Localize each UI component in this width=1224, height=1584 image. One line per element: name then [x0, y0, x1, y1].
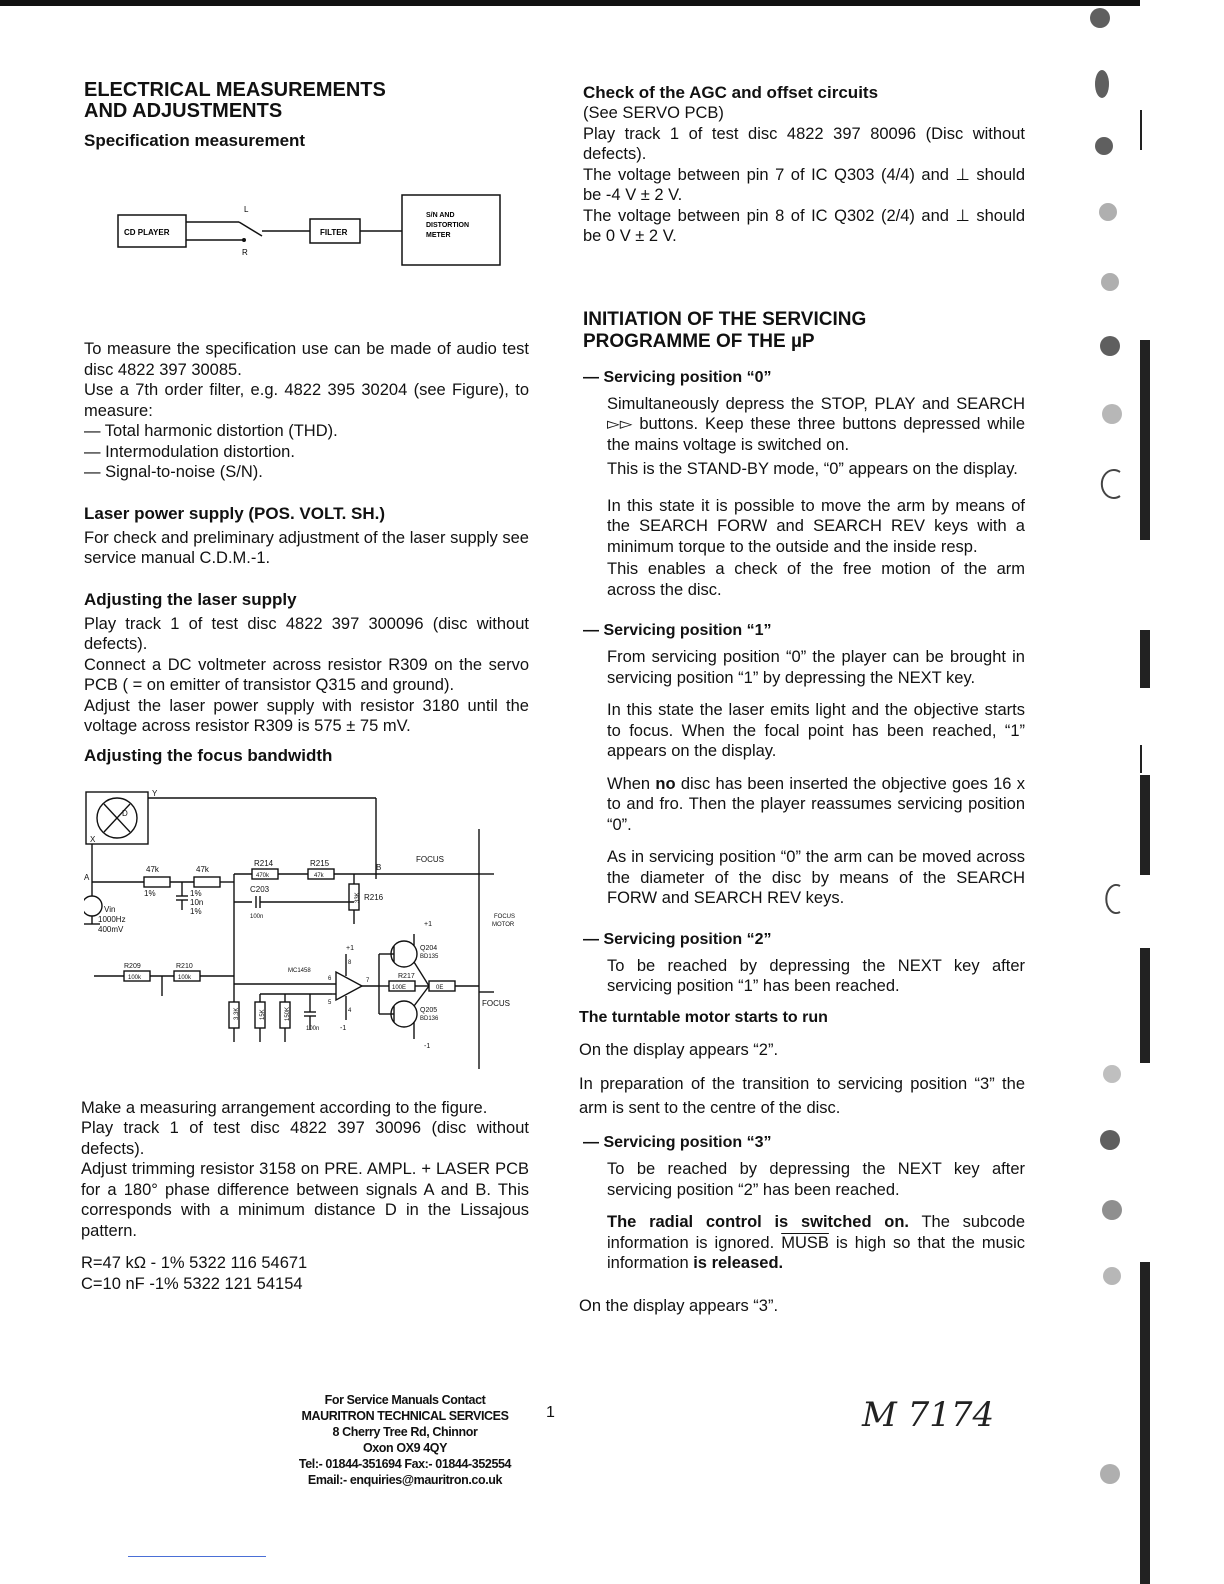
- dg-plus1: +1: [424, 920, 432, 928]
- dg-r47k-2: 47k: [196, 864, 209, 874]
- meter-line-1: S/N AND: [426, 212, 455, 219]
- dg-minus1: -1: [340, 1024, 347, 1032]
- measure-paragraph-3: Adjust trimming resistor 3158 on PRE. AMPL. + LASER PCB for a 180° phase difference between signals A and B. This corresponds with a minimum distance D in the Lissajous pattern.: [81, 1160, 529, 1240]
- edge-blot: [1095, 137, 1113, 155]
- dg-r217v: 100E: [392, 984, 407, 991]
- spec-paragraph-2: Use a 7th order filter, e.g. 4822 395 30204 (see Figure), to measure:: [84, 381, 529, 420]
- agc-paragraph-1: (See SERVO PCB): [583, 104, 724, 122]
- left-column: [81, 79, 529, 1294]
- dg-pin4: 4: [348, 1007, 352, 1014]
- edge-blot: [1103, 1065, 1121, 1083]
- dg-focus-bottom: FOCUS: [482, 998, 510, 1008]
- edge-blot: [1100, 1464, 1120, 1484]
- dg-vin: Vin: [104, 904, 116, 914]
- edge-bar: [1140, 630, 1150, 688]
- scan-edge-marks: [1060, 0, 1224, 1584]
- display-2-line: On the display appears “2”.: [579, 1040, 779, 1059]
- dg-c100n-2: 100n: [306, 1025, 320, 1032]
- dg-minus1b: -1: [424, 1042, 431, 1050]
- init-heading-line-2: PROGRAMME OF THE µP: [583, 330, 815, 352]
- spec-item: — Signal-to-noise (S/N).: [84, 463, 263, 481]
- edge-blot: [1101, 273, 1119, 291]
- dg-pct2: 1%: [190, 888, 202, 898]
- pos0-paragraph-4: This enables a check of the free motion of the arm across the disc.: [607, 560, 1025, 599]
- pos1-paragraph-4: As in servicing position “0” the arm can be moved across the diameter of the disc by means of the SEARCH FORW and SEARCH REV keys.: [607, 848, 1025, 907]
- title-line-2: AND ADJUSTMENTS: [84, 100, 283, 122]
- dg-r215v: 47k: [314, 872, 324, 879]
- r-label: R: [242, 248, 248, 257]
- dg-r33k: 3.3K: [234, 1007, 240, 1020]
- laser-heading: Laser power supply (POS. VOLT. SH.): [84, 503, 386, 523]
- footer-line-6: Email:- enquiries@mauritron.co.uk: [307, 1473, 503, 1487]
- dg-mv: 400mV: [98, 924, 124, 934]
- dg-b: B: [376, 862, 382, 872]
- adj-laser-paragraph-3: Adjust the laser power supply with resistor 3180 until the voltage across resistor R309 is 575 ± 75 mV.: [84, 696, 529, 735]
- edge-blot: [1099, 203, 1117, 221]
- musb-signal: MUSB: [781, 1233, 829, 1252]
- dg-r209v: 100k: [128, 974, 142, 981]
- edge-blot: [1100, 1130, 1120, 1150]
- dg-focus-motor-2: MOTOR: [492, 921, 515, 928]
- top-border-line: [0, 0, 1140, 6]
- edge-ring: [1102, 470, 1120, 498]
- edge-bar: [1140, 340, 1150, 540]
- dg-pin6: 6: [328, 975, 332, 982]
- agc-paragraph-2: Play track 1 of test disc 4822 397 80096 (Disc without defects).: [583, 124, 1025, 163]
- dg-r214: R214: [254, 858, 274, 868]
- focus-circuit-diagram: [84, 784, 529, 1074]
- dg-q204: Q204: [420, 944, 438, 952]
- dg-focus-motor-1: FOCUS: [494, 913, 515, 920]
- edge-bar: [1140, 948, 1150, 1063]
- agc-paragraph-3: The voltage between pin 7 of IC Q303 (4/4) and ⊥ should be -4 V ± 2 V.: [583, 165, 1025, 204]
- edge-blot: [1103, 1267, 1121, 1285]
- dg-r215: R215: [310, 858, 330, 868]
- dg-freq: 1000Hz: [98, 914, 126, 924]
- spec-item: — Total harmonic distortion (THD).: [84, 422, 338, 440]
- edge-line: [1140, 745, 1142, 773]
- dg-r150k: 150K: [285, 1006, 291, 1021]
- footer-line-4: Oxon OX9 4QY: [362, 1441, 448, 1455]
- page-number: 1: [546, 1404, 555, 1421]
- pos2-heading: — Servicing position “2”: [583, 930, 772, 948]
- l-label: L: [244, 205, 249, 214]
- dg-x: X: [90, 834, 96, 844]
- dg-r210: R210: [176, 962, 193, 970]
- dg-r214v: 470k: [256, 872, 270, 879]
- dg-pct1: 1%: [144, 888, 156, 898]
- pos1-paragraph-2: In this state the laser emits light and the objective starts to focus. When the focal point has been reached, “1” appears on the display.: [607, 701, 1025, 760]
- dg-r216: R216: [364, 892, 384, 902]
- meter-line-3: METER: [426, 232, 451, 239]
- display-3-line: On the display appears “3”.: [579, 1296, 779, 1315]
- title-line-1: ELECTRICAL MEASUREMENTS: [84, 79, 386, 101]
- pos3-p2-bold-d: is released.: [693, 1254, 784, 1272]
- init-heading: [583, 309, 1025, 353]
- pos3-paragraph-2: [607, 1212, 1025, 1274]
- measure-paragraph-1: Make a measuring arrangement according to the figure.: [81, 1098, 488, 1117]
- spec-block-diagram: [84, 177, 524, 297]
- cd-player-label: CD PLAYER: [124, 228, 170, 237]
- dg-q205: Q205: [420, 1006, 438, 1014]
- spec-heading: Specification measurement: [84, 131, 306, 150]
- adj-laser-paragraph-2: Connect a DC voltmeter across resistor R309 on the servo PCB ( = on emitter of transistor Q315 and ground).: [84, 655, 529, 694]
- dg-pct3: 1%: [190, 906, 202, 916]
- adj-laser-heading: Adjusting the laser supply: [84, 589, 297, 609]
- pos2-paragraph-1: To be reached by depressing the NEXT key after servicing position “1” has been reached.: [607, 956, 1025, 995]
- pos1-paragraph-3: [607, 774, 1025, 836]
- agc-paragraph-4: The voltage between pin 8 of IC Q302 (2/4) and ⊥ should be 0 V ± 2 V.: [583, 206, 1025, 245]
- spec-paragraph-1: To measure the specification use can be made of audio test disc 4822 397 30085.: [84, 340, 529, 379]
- pos1-p3-c: disc has been inserted the objective goes 16 x to and fro. Then the player reassumes servicing position “0”.: [607, 774, 1026, 834]
- turntable-heading: The turntable motor starts to run: [579, 1008, 828, 1026]
- edge-blot: [1090, 8, 1110, 28]
- pos0-heading: — Servicing position “0”: [583, 368, 772, 386]
- dg-a: A: [84, 872, 90, 882]
- adj-laser-paragraph-1: Play track 1 of test disc 4822 397 300096 (disc without defects).: [84, 614, 529, 653]
- meter-line-2: DISTORTION: [426, 222, 470, 229]
- pos1-paragraph-1: From servicing position “0” the player can be brought in servicing position “1” by depressing the NEXT key.: [607, 648, 1025, 687]
- dg-r0e: 0E: [436, 984, 444, 991]
- pos0-paragraph-1: Simultaneously depress the STOP, PLAY and SEARCH ▻▻ buttons. Keep these three buttons depressed while the mains voltage is switched on.: [607, 394, 1025, 454]
- edge-blot: [1102, 404, 1122, 424]
- dg-r15k: 15K: [260, 1008, 266, 1020]
- edge-ring: [1106, 885, 1120, 913]
- dg-r210v: 100k: [178, 974, 192, 981]
- blue-rule: [128, 1556, 266, 1557]
- dg-c203: C203: [250, 884, 270, 894]
- dg-pin7: 7: [366, 977, 370, 984]
- parts-line-2: C=10 nF -1% 5322 121 54154: [81, 1274, 303, 1293]
- footer-line-5: Tel:- 01844-351694 Fax:- 01844-352554: [298, 1457, 512, 1471]
- dg-mc1458: MC1458: [288, 967, 311, 974]
- pos0-paragraph-3: In this state it is possible to move the arm by means of the SEARCH FORW and SEARCH REV keys with a minimum torque to the outside and the inside resp.: [607, 496, 1025, 556]
- spec-item: — Intermodulation distortion.: [84, 442, 295, 461]
- dg-r47k-1: 47k: [146, 864, 159, 874]
- footer-line-2: MAURITRON TECHNICAL SERVICES: [301, 1409, 509, 1423]
- edge-blot: [1102, 1200, 1122, 1220]
- dg-d: D: [122, 808, 128, 818]
- pos3-heading: — Servicing position “3”: [583, 1134, 772, 1151]
- edge-blot: [1095, 70, 1109, 98]
- pos3-p2-c: is high so that the music information: [607, 1233, 1026, 1272]
- filter-label: FILTER: [320, 228, 348, 237]
- service-contact-footer: [240, 1392, 570, 1488]
- edge-bar: [1140, 1262, 1150, 1584]
- pos1-heading: — Servicing position “1”: [583, 622, 772, 639]
- pos1-p3-bold: no: [655, 774, 676, 793]
- dg-r216v: 33K: [355, 891, 361, 903]
- agc-heading: Check of the AGC and offset circuits: [583, 83, 879, 102]
- parts-line-1: R=47 kΩ - 1% 5322 116 54671: [81, 1254, 308, 1272]
- dg-c100n: 100n: [250, 913, 264, 920]
- dg-bd135: BD135: [420, 953, 439, 960]
- edge-bar: [1140, 775, 1150, 875]
- pos3-p2-bold-a: The radial control is switched on.: [607, 1213, 910, 1231]
- pos3-paragraph-1: To be reached by depressing the NEXT key after servicing position “2” has been reached.: [607, 1160, 1025, 1199]
- dg-bd136: BD136: [420, 1015, 439, 1022]
- footer-line-1: For Service Manuals Contact: [324, 1393, 486, 1407]
- pos1-p3-a: When: [607, 774, 656, 793]
- dg-r217: R217: [398, 972, 415, 980]
- focus-heading: Adjusting the focus bandwidth: [84, 745, 333, 765]
- dg-focus-top: FOCUS: [416, 854, 444, 864]
- dg-r209: R209: [124, 962, 141, 970]
- pos3-p2-b: The subcode information is ignored.: [607, 1213, 1026, 1252]
- dg-y: Y: [152, 788, 158, 798]
- edge-line: [1140, 110, 1142, 150]
- dg-plus1b: +1: [346, 944, 354, 952]
- right-column: [579, 80, 1026, 1316]
- footer-line-3: 8 Cherry Tree Rd, Chinnor: [332, 1425, 478, 1439]
- init-heading-line-1: INITIATION OF THE SERVICING: [583, 308, 867, 330]
- section-title: [84, 80, 529, 122]
- dg-pin5: 5: [328, 999, 332, 1006]
- measure-paragraph-2: Play track 1 of test disc 4822 397 30096 (disc without defects).: [81, 1119, 529, 1158]
- handwritten-note: M 7174: [862, 1395, 995, 1435]
- laser-paragraph: For check and preliminary adjustment of the laser supply see service manual C.D.M.-1.: [84, 528, 529, 567]
- pos0-paragraph-2: This is the STAND-BY mode, “0” appears on the display.: [607, 460, 1018, 478]
- dg-c10n: 10n: [190, 897, 204, 907]
- preparation-paragraph: In preparation of the transition to servicing position “3” the arm is sent to the centre of the disc.: [579, 1075, 1025, 1117]
- edge-blot: [1100, 336, 1120, 356]
- dg-pin8: 8: [348, 959, 352, 966]
